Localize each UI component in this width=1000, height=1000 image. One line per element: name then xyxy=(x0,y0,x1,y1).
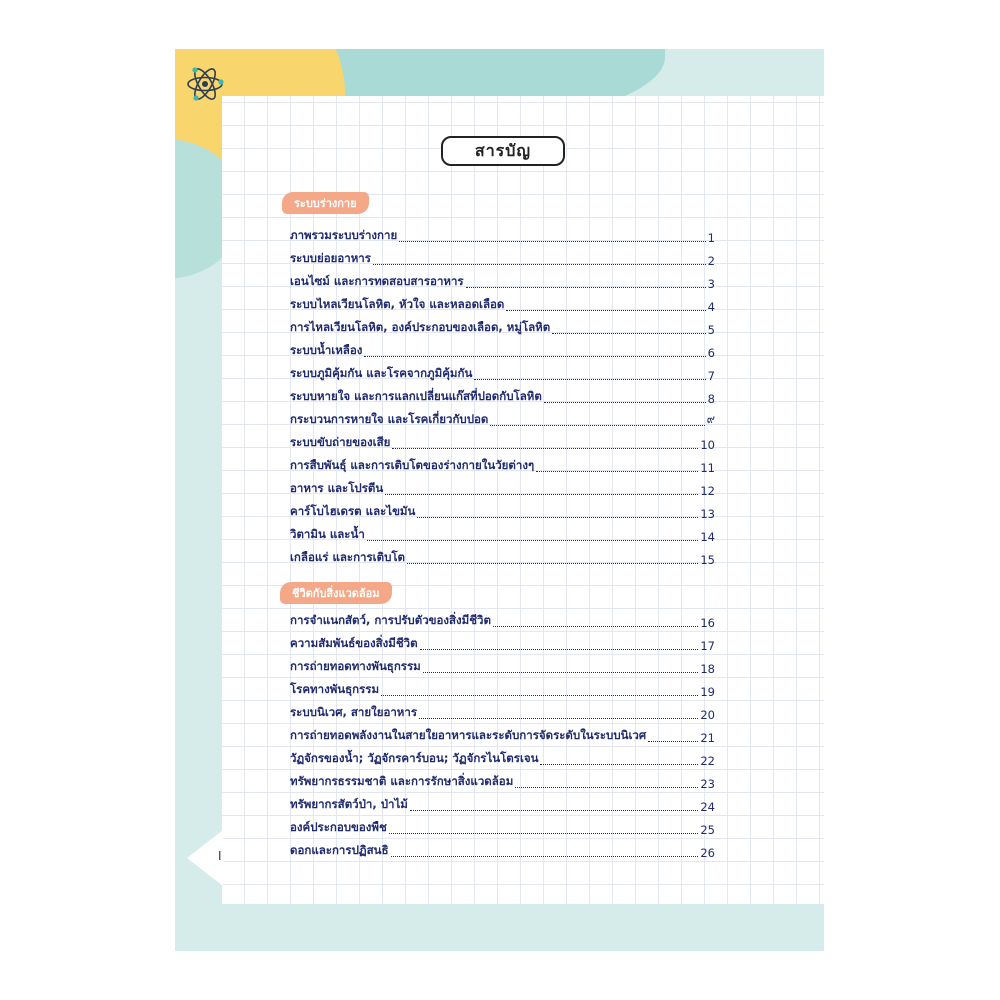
toc-entry-page: 15 xyxy=(700,553,715,567)
toc-entry[interactable] xyxy=(290,551,715,567)
toc-leader-dots xyxy=(407,563,698,564)
toc-entry-page: 6 xyxy=(707,346,715,360)
toc-entry[interactable] xyxy=(290,482,715,498)
page-title: สารบัญ xyxy=(441,136,565,166)
toc-leader-dots xyxy=(474,379,705,380)
toc-entry-page: 16 xyxy=(700,616,715,630)
toc-entry-page: 22 xyxy=(700,754,715,768)
toc-entry-page: 12 xyxy=(700,484,715,498)
toc-entry-title: วัฏจักรของน้ำ; วัฏจักรคาร์บอน; วัฏจักรไนโตรเจน xyxy=(290,751,539,765)
toc-entry[interactable] xyxy=(290,683,715,699)
toc-entry[interactable] xyxy=(290,614,715,630)
toc-entry[interactable] xyxy=(290,321,715,337)
section-tag-body-systems: ระบบร่างกาย xyxy=(282,192,369,214)
toc-entry-page: 14 xyxy=(700,530,715,544)
toc-entry-title: ดอกและการปฏิสนธิ xyxy=(290,843,389,857)
toc-entry[interactable] xyxy=(290,798,715,814)
toc-entry-page: 20 xyxy=(700,708,715,722)
toc-entry-page: 19 xyxy=(700,685,715,699)
toc-entry-page: 10 xyxy=(700,438,715,452)
toc-entry[interactable] xyxy=(290,752,715,768)
toc-leader-dots xyxy=(544,402,706,403)
toc-entry-page: 3 xyxy=(707,277,715,291)
toc-entry[interactable] xyxy=(290,367,715,383)
toc-entry-title: เกลือแร่ และการเติบโต xyxy=(290,550,406,564)
toc-entry-page: 21 xyxy=(700,731,715,745)
toc-leader-dots xyxy=(423,672,699,673)
toc-leader-dots xyxy=(381,695,698,696)
toc-entry-page: 2 xyxy=(707,254,715,268)
toc-leader-dots xyxy=(389,833,699,834)
toc-entry[interactable] xyxy=(290,844,715,860)
toc-leader-dots xyxy=(536,471,698,472)
toc-entry-page: 1 xyxy=(707,231,715,245)
toc-entry[interactable] xyxy=(290,660,715,676)
toc-entry-title: ระบบภูมิคุ้มกัน และโรคจากภูมิคุ้มกัน xyxy=(290,366,473,380)
page-number: I xyxy=(218,849,222,863)
toc-entry-title: ระบบน้ำเหลือง xyxy=(290,343,363,357)
toc-entry-title: การถ่ายทอดพลังงานในสายใยอาหารและระดับการจัดระดับในระบบนิเวศ xyxy=(290,728,647,742)
toc-entry-page: ๙ xyxy=(706,412,715,426)
toc-entry-title: การถ่ายทอดทางพันธุกรรม xyxy=(290,659,421,673)
toc-entry-page: 5 xyxy=(707,323,715,337)
toc-entry-page: 26 xyxy=(700,846,715,860)
toc-entry-title: การไหลเวียนโลหิต, องค์ประกอบของเลือด, หมู่โลหิต xyxy=(290,320,551,334)
toc-entry[interactable] xyxy=(290,390,715,406)
toc-entry-title: ความสัมพันธ์ของสิ่งมีชีวิต xyxy=(290,636,418,650)
toc-leader-dots xyxy=(391,856,699,857)
toc-entry-page: 24 xyxy=(700,800,715,814)
toc-leader-dots xyxy=(466,287,706,288)
toc-entry-page: 23 xyxy=(700,777,715,791)
toc-entry-title: ระบบไหลเวียนโลหิต, หัวใจ และหลอดเลือด xyxy=(290,297,505,311)
toc-entry-page: 25 xyxy=(700,823,715,837)
toc-leader-dots xyxy=(648,741,698,742)
toc-entry-title: เอนไซม์ และการทดสอบสารอาหาร xyxy=(290,274,464,288)
toc-leader-dots xyxy=(420,649,699,650)
toc-leader-dots xyxy=(493,626,698,627)
toc-leader-dots xyxy=(490,425,704,426)
toc-entry-page: 8 xyxy=(707,392,715,406)
toc-entry-page: 11 xyxy=(700,461,715,475)
toc-entry[interactable] xyxy=(290,275,715,291)
toc-entry-title: ทรัพยากรสัตว์ป่า, ป่าไม้ xyxy=(290,797,408,811)
toc-leader-dots xyxy=(540,764,698,765)
toc-leader-dots xyxy=(506,310,705,311)
toc-entry-title: ระบบขับถ่ายของเสีย xyxy=(290,435,391,449)
toc-entry-title: ภาพรวมระบบร่างกาย xyxy=(290,228,398,242)
toc-leader-dots xyxy=(367,540,699,541)
toc-entry-title: อาหาร และโปรตีน xyxy=(290,481,384,495)
toc-leader-dots xyxy=(417,517,698,518)
toc-leader-dots xyxy=(373,264,706,265)
toc-leader-dots xyxy=(385,494,698,495)
toc-entry[interactable] xyxy=(290,413,715,429)
toc-entry[interactable] xyxy=(290,459,715,475)
toc-entry-title: ทรัพยากรธรรมชาติ และการรักษาสิ่งแวดล้อม xyxy=(290,774,514,788)
toc-leader-dots xyxy=(552,333,705,334)
toc-entry[interactable] xyxy=(290,775,715,791)
toc-entry[interactable] xyxy=(290,436,715,452)
toc-entry-title: ระบบย่อยอาหาร xyxy=(290,251,371,265)
toc-entry-page: 4 xyxy=(707,300,715,314)
toc-entry[interactable] xyxy=(290,229,715,245)
toc-leader-dots xyxy=(515,787,698,788)
section-tag-life-environment: ชีวิตกับสิ่งแวดล้อม xyxy=(280,582,392,604)
toc-entry-page: 18 xyxy=(700,662,715,676)
toc-leader-dots xyxy=(364,356,705,357)
toc-entry-title: วิตามิน และน้ำ xyxy=(290,527,365,541)
toc-entry-title: กระบวนการหายใจ และโรคเกี่ยวกับปอด xyxy=(290,412,489,426)
toc-entry-title: การสืบพันธุ์ และการเติบโตของร่างกายในวัยต่างๆ xyxy=(290,458,535,472)
toc-entry-title: ระบบหายใจ และการแลกเปลี่ยนแก๊สที่ปอดกับโลหิต xyxy=(290,389,542,403)
toc-entry[interactable] xyxy=(290,706,715,722)
atom-icon xyxy=(183,64,227,104)
toc-entry[interactable] xyxy=(290,298,715,314)
toc-entry-title: ระบบนิเวศ, สายใยอาหาร xyxy=(290,705,418,719)
toc-entry-title: องค์ประกอบของพืช xyxy=(290,820,387,834)
toc-entry-page: 7 xyxy=(707,369,715,383)
toc-entry[interactable] xyxy=(290,344,715,360)
toc-entry-title: โรคทางพันธุกรรม xyxy=(290,682,380,696)
toc-leader-dots xyxy=(399,241,705,242)
toc-leader-dots xyxy=(419,718,698,719)
toc-entry[interactable] xyxy=(290,252,715,268)
toc-entry[interactable] xyxy=(290,637,715,653)
toc-entry[interactable] xyxy=(290,821,715,837)
toc-entry[interactable] xyxy=(290,729,715,745)
toc-entry-title: คาร์โบไฮเดรต และไขมัน xyxy=(290,504,416,518)
toc-entry-page: 13 xyxy=(700,507,715,521)
toc-entry-page: 17 xyxy=(700,639,715,653)
toc-leader-dots xyxy=(392,448,698,449)
toc-entry[interactable] xyxy=(290,505,715,521)
toc-entry-title: การจำแนกสัตว์, การปรับตัวของสิ่งมีชีวิต xyxy=(290,613,491,627)
toc-entry[interactable] xyxy=(290,528,715,544)
toc-leader-dots xyxy=(410,810,698,811)
